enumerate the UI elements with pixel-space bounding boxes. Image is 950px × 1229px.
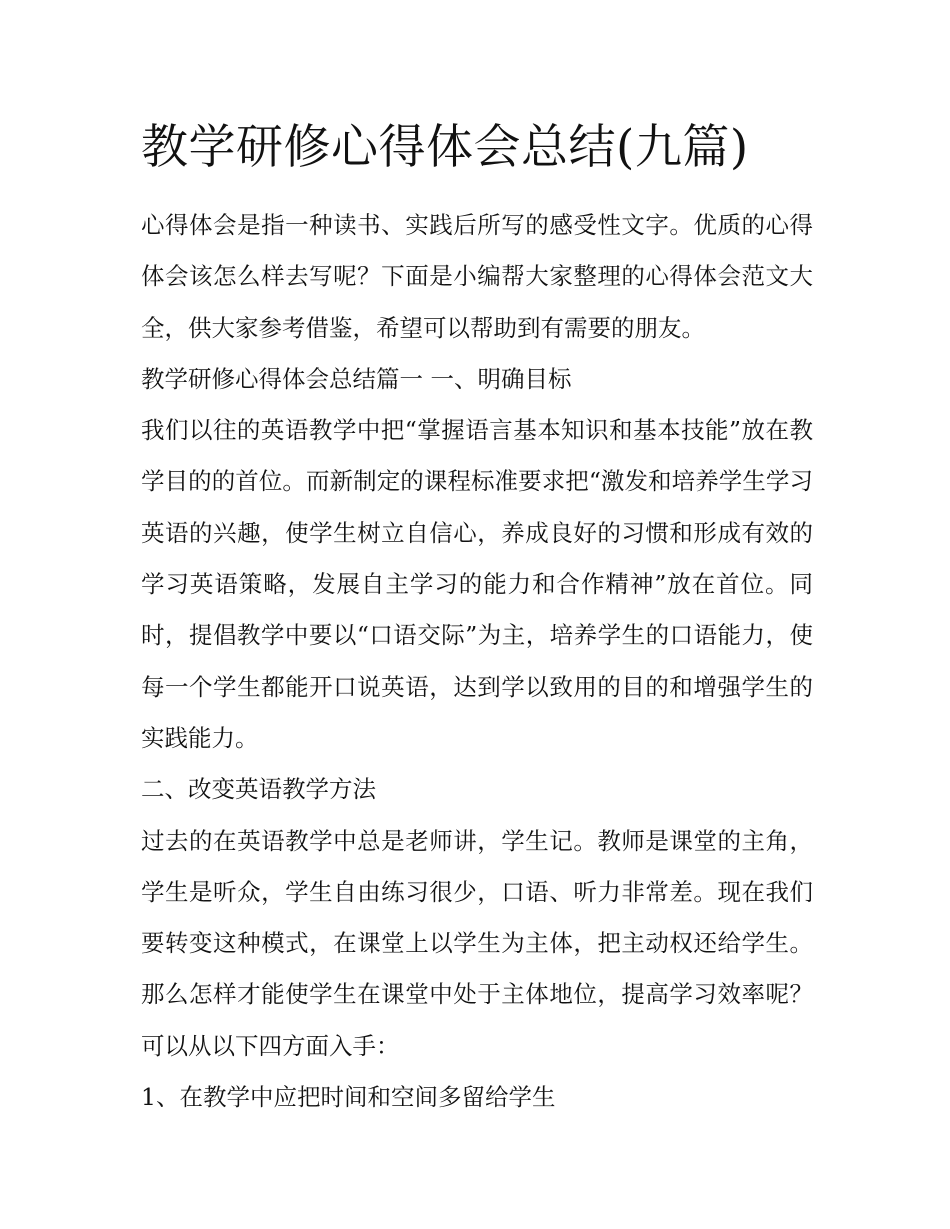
- goal-paragraph: 我们以往的英语教学中把“掌握语言基本知识和基本技能”放在教学目的的首位。而新制定的课程标准要求把“激发和培养学生学习英语的兴趣，使学生树立自信心，养成良好的习惯和形成有效的学习英语策略，发展自主学习的能力和合作精神”放在首位。同时，提倡教学中要以“口语交际”为主，培养学生的口语能力，使每一个学生都能开口说英语，达到学以致用的目的和增强学生的实践能力。: [141, 416, 813, 752]
- list-item-1: 1、在教学中应把时间和空间多留给学生: [141, 1083, 556, 1112]
- intro-paragraph: 心得体会是指一种读书、实践后所写的感受性文字。优质的心得体会该怎么样去写呢？下面是小编帮大家整理的心得体会范文大全，供大家参考借鉴，希望可以帮助到有需要的朋友。: [141, 211, 813, 342]
- section-heading-goal: 教学研修心得体会总结篇一 一、明确目标: [141, 364, 572, 393]
- method-paragraph: 过去的在英语教学中总是老师讲，学生记。教师是课堂的主角，学生是听众，学生自由练习很少，口语、听力非常差。现在我们要转变这种模式，在课堂上以学生为主体，把主动权还给学生。那么怎样才能使学生在课堂中处于主体地位，提高学习效率呢？可以从以下四方面入手：: [141, 826, 813, 1060]
- section-heading-method: 二、改变英语教学方法: [141, 775, 376, 804]
- document-title: 教学研修心得体会总结(九篇): [141, 120, 749, 175]
- document-body: [141, 200, 813, 1123]
